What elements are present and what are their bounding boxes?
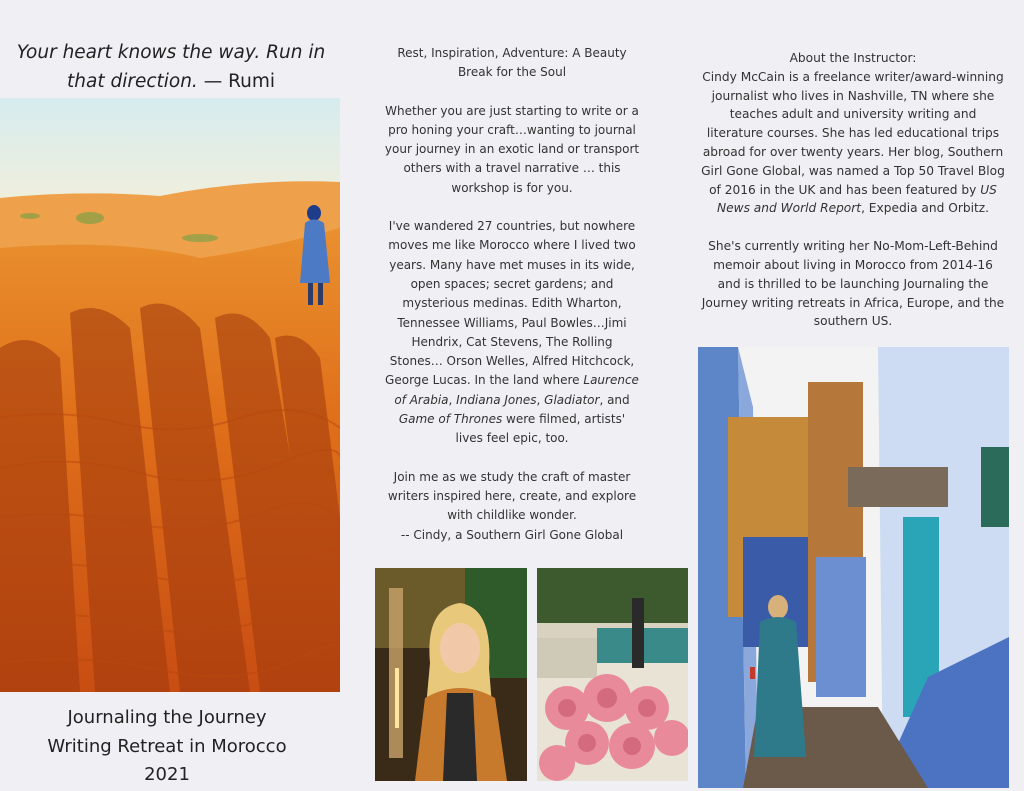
film-gladiator: Gladiator bbox=[544, 392, 600, 407]
blue-alley-photo bbox=[698, 347, 1009, 788]
film-lawrence: Laurence of Arabia bbox=[394, 373, 639, 407]
film-indiana: Indiana Jones bbox=[456, 392, 537, 407]
film-got: Game of Thrones bbox=[398, 412, 503, 427]
description-heading: Rest, Inspiration, Adventure: A Beauty Break for the Soul bbox=[397, 46, 627, 80]
bio-publication: US News and World Report bbox=[716, 182, 997, 216]
retreat-title bbox=[8, 704, 326, 790]
para-2-text-b: were filmed, artists' lives feel epic, too. bbox=[455, 412, 626, 446]
title-line-2: Writing Retreat in Morocco bbox=[47, 735, 287, 757]
instructor-portrait-photo bbox=[375, 568, 527, 781]
film-sep-2: , bbox=[536, 392, 545, 407]
about-memoir: She's currently writing her No-Mom-Left-Behind memoir about living in Morocco from 2014-16 and is thrilled to be launching Journaling the Journey writing retreats in Africa, Europe, and the southern US. bbox=[701, 239, 1005, 329]
description-para-2 bbox=[384, 217, 640, 449]
rumi-quote bbox=[10, 38, 332, 96]
film-sep-1: , bbox=[448, 392, 457, 407]
bio-text-a: Cindy McCain is a freelance writer/award-winning journalist who lives in Nashville, TN where she teaches adult and university writing and literature courses. She has led educational trips abroad for over twenty years. Her blog, Southern Girl Gone Global, was named a Top 50 Travel Blog of 2016 in the UK and has been featured by bbox=[701, 69, 1005, 197]
quote-text: Your heart knows the way. Run in that direction. bbox=[16, 42, 326, 92]
bio-text-b: , Expedia and Orbitz. bbox=[861, 201, 990, 216]
film-sep-3: , and bbox=[599, 392, 630, 407]
signature: -- Cindy, a Southern Girl Gone Global bbox=[400, 527, 624, 542]
about-bio bbox=[700, 68, 1006, 218]
description-para-3: Join me as we study the craft of master writers inspired here, create, and explore with childlike wonder. bbox=[387, 469, 637, 523]
title-line-1: Journaling the Journey bbox=[67, 707, 267, 728]
desert-camel-shadows-photo bbox=[0, 98, 340, 692]
roses-courtyard-photo bbox=[537, 568, 688, 781]
quote-attribution: — Rumi bbox=[203, 71, 275, 92]
about-heading: About the Instructor: bbox=[789, 51, 917, 65]
para-2-text-a: I've wandered 27 countries, but nowhere moves me like Morocco where I lived two years. Many have met muses in its wide, open spaces; secret gardens; and mysterious medinas. Edith Wharton, Tennessee Williams, Paul Bowles…Jimi Hendrix, Cat Stevens, The Rolling Stones… Orson Welles, Alfred Hitchcock, George Lucas. In the land where bbox=[385, 219, 636, 388]
workshop-description bbox=[384, 44, 640, 545]
title-line-3: 2021 bbox=[144, 764, 190, 785]
about-instructor bbox=[700, 49, 1006, 331]
description-para-1: Whether you are just starting to write or a pro honing your craft…wanting to journal your journey in an exotic land or transport others with a travel narrative … this workshop is for you. bbox=[384, 103, 640, 195]
